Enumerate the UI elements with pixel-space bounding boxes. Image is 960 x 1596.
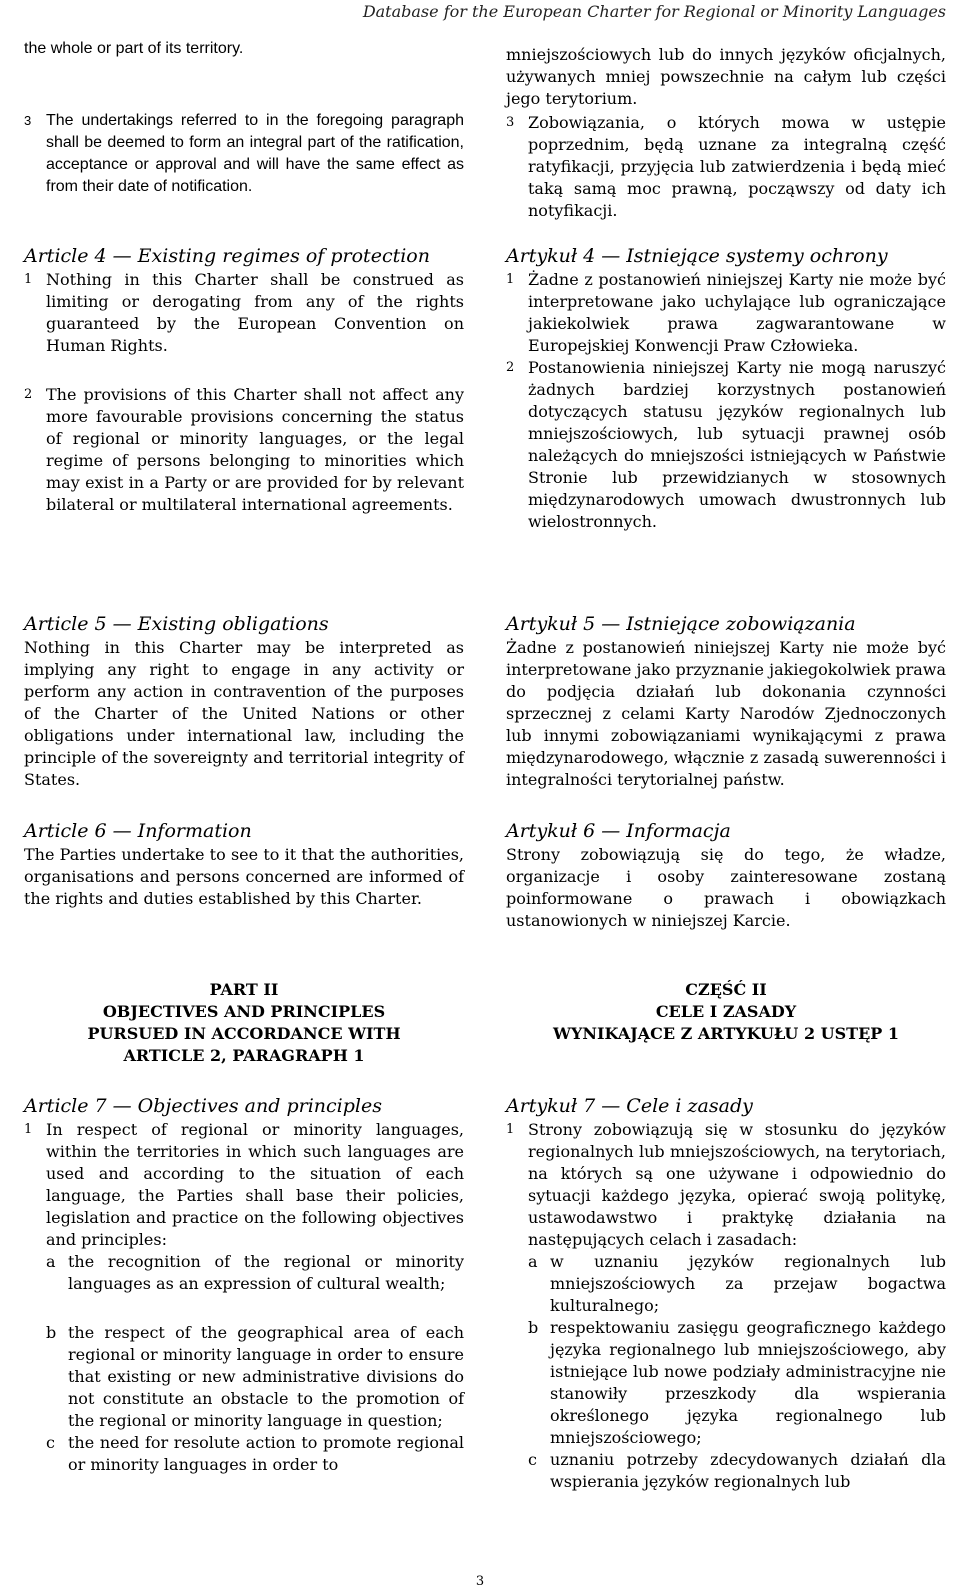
document-header: Database for the European Charter for Regional or Minority Languages (362, 2, 946, 21)
paragraph-text: Nothing in this Charter shall be construed as limiting or derogating from any of the rights guaranteed by the European Convention on Human Rights. (46, 270, 464, 355)
paragraph-text: In respect of regional or minority languages, within the territories in which such languages are used and according to the situation of each language, the Parties shall base their policies, legislation and practice on the following objectives and principles: (46, 1120, 464, 1249)
item-letter: c (46, 1433, 55, 1452)
article-6-title: Artykuł 6 — Informacja (506, 820, 731, 842)
item-text: uznaniu potrzeby zdecydowanych działań dla wspierania języków regionalnych lub (550, 1450, 946, 1491)
article-5-title: Article 5 — Existing obligations (24, 613, 329, 635)
paragraph-number: 2 (24, 387, 33, 402)
paragraph-text: The undertakings referred to in the foregoing paragraph shall be deemed to form an integral part of the ratification, acceptance or approval and will have the same effect as from their date of notification. (46, 112, 464, 195)
part-heading-line: OBJECTIVES AND PRINCIPLES (102, 1002, 386, 1021)
paragraph-text: The provisions of this Charter shall not affect any more favourable provisions concerning the status of regional or minority languages, or the legal regime of persons belonging to minorities which may exist in a Party or are provided for by relevant bilateral or multilateral international agreements. (46, 385, 464, 514)
article-4-paragraph-2 (24, 384, 464, 516)
part-heading-line: PART II (209, 980, 279, 999)
article-5-title: Artykuł 5 — Istniejące zobowiązania (506, 613, 856, 635)
part-2-heading (24, 979, 464, 1067)
article-7-title: Article 7 — Objectives and principles (24, 1095, 382, 1117)
paragraph-number: 1 (24, 1122, 33, 1137)
article-7-title: Artykuł 7 — Cele i zasady (506, 1095, 753, 1117)
continuation-text: mniejszościowych lub do innych języków oficjalnych, używanych mniej powszechnie na całym lub części jego terytorium. (506, 45, 946, 108)
article-3-paragraph-3 (24, 110, 464, 198)
paragraph-number: 3 (506, 115, 515, 130)
item-letter: c (528, 1450, 537, 1469)
part-heading-line: CZĘŚĆ II (685, 980, 767, 999)
part-heading-line: WYNIKAJĄCE Z ARTYKUŁU 2 USTĘP 1 (552, 1024, 899, 1043)
paragraph-number: 1 (24, 272, 33, 287)
paragraph-text: Zobowiązania, o których mowa w ustępie poprzednim, będą uznane za integralną część ratyfikacji, przyjęcia lub zatwierdzenia i będą mieć taką samą moc prawną, począwszy od daty ich notyfikacji. (528, 113, 946, 220)
article-4-title: Article 4 — Existing regimes of protection (24, 245, 430, 267)
paragraph-text: Żadne z postanowień niniejszej Karty nie może być interpretowane jako uchylające lub ograniczające jakiekolwiek prawa zagwarantowane w Europejskiej Konwencji Praw Człowieka. (528, 270, 946, 355)
item-text: the need for resolute action to promote regional or minority languages in order to (68, 1433, 464, 1474)
item-letter: a (528, 1252, 538, 1271)
article-6-title: Article 6 — Information (24, 820, 252, 842)
article-6-text: Strony zobowiązują się do tego, że władze, organizacje i osoby zainteresowane zostaną poinformowane o prawach i obowiązkach ustanowionych w niniejszej Karcie. (506, 845, 946, 930)
article-7-item-c (528, 1449, 946, 1493)
part-2-heading (506, 979, 946, 1045)
article-5-text: Żadne z postanowień niniejszej Karty nie może być interpretowane jako przyznanie jakiegokolwiek prawa do podjęcia działań lub dokonania czynności sprzecznej z celami Karty Narodów Zjednoczonych lub innymi zobowiązaniami wynikającymi z prawa międzynarodowego, włącznie z zasadą suwerenności i integralności terytorialnej państw. (506, 638, 946, 789)
article-7-paragraph-1 (24, 1119, 464, 1251)
part-heading-line: PURSUED IN ACCORDANCE WITH (87, 1024, 401, 1043)
part-heading-line: ARTICLE 2, PARAGRAPH 1 (123, 1046, 365, 1065)
item-text: respektowaniu zasięgu geograficznego każdego języka regionalnego lub mniejszościowego, aby istniejące lub nowe podziały administracyjne nie stanowiły przeszkody dla wspierania określonego języka regionalnego lub mniejszościowego; (550, 1318, 946, 1447)
item-letter: b (46, 1323, 57, 1342)
paragraph-number: 1 (506, 1122, 515, 1137)
article-6-text: The Parties undertake to see to it that the authorities, organisations and persons concerned are informed of the rights and duties established by this Charter. (24, 845, 464, 908)
page-number: 3 (475, 1574, 485, 1589)
paragraph-number: 2 (506, 360, 515, 375)
article-4-paragraph-1 (24, 269, 464, 357)
item-text: the recognition of the regional or minority languages as an expression of cultural wealth; (68, 1252, 464, 1293)
part-heading-line: CELE I ZASADY (655, 1002, 797, 1021)
article-7-item-a (528, 1251, 946, 1317)
item-text: w uznaniu języków regionalnych lub mniejszościowych za przejaw bogactwa kulturalnego; (550, 1252, 946, 1315)
item-letter: b (528, 1318, 539, 1337)
article-4-paragraph-2 (506, 357, 946, 533)
paragraph-text: Strony zobowiązują się w stosunku do języków regionalnych lub mniejszościowych, na terytoriach, na których są one używane i odpowiednio do sytuacji każdego języka, opierać swoją politykę, ustawodawstwo i praktykę działania na następujących celach i zasadach: (528, 1120, 946, 1249)
article-5-text: Nothing in this Charter may be interpreted as implying any right to engage in any activity or perform any action in contravention of the purposes of the Charter of the United Nations or other obligations under international law, including the principle of the sovereignty and territorial integrity of States. (24, 638, 464, 789)
article-7-item-a (46, 1251, 464, 1295)
article-3-paragraph-3 (506, 112, 946, 222)
article-4-paragraph-1 (506, 269, 946, 357)
article-7-item-c (46, 1432, 464, 1476)
paragraph-text: Postanowienia niniejszej Karty nie mogą naruszyć żadnych bardziej korzystnych postanowień dotyczących statusu języków regionalnych lub mniejszościowych, lub sytuacji prawnej osób należących do mniejszości istniejących w Państwie Stronie lub przewidzianych w stosownych międzynarodowych umowach dwustronnych lub wielostronnych. (528, 358, 946, 531)
article-7-item-b (528, 1317, 946, 1449)
article-7-item-b (46, 1322, 464, 1432)
item-text: the respect of the geographical area of each regional or minority language in order to ensure that existing or new administrative divisions do not constitute an obstacle to the promotion of the regional or minority language in question; (68, 1323, 464, 1430)
article-4-title: Artykuł 4 — Istniejące systemy ochrony (506, 245, 888, 267)
article-7-paragraph-1 (506, 1119, 946, 1251)
paragraph-number: 3 (24, 113, 32, 128)
paragraph-number: 1 (506, 272, 515, 287)
item-letter: a (46, 1252, 56, 1271)
continuation-text: the whole or part of its territory. (24, 40, 244, 57)
